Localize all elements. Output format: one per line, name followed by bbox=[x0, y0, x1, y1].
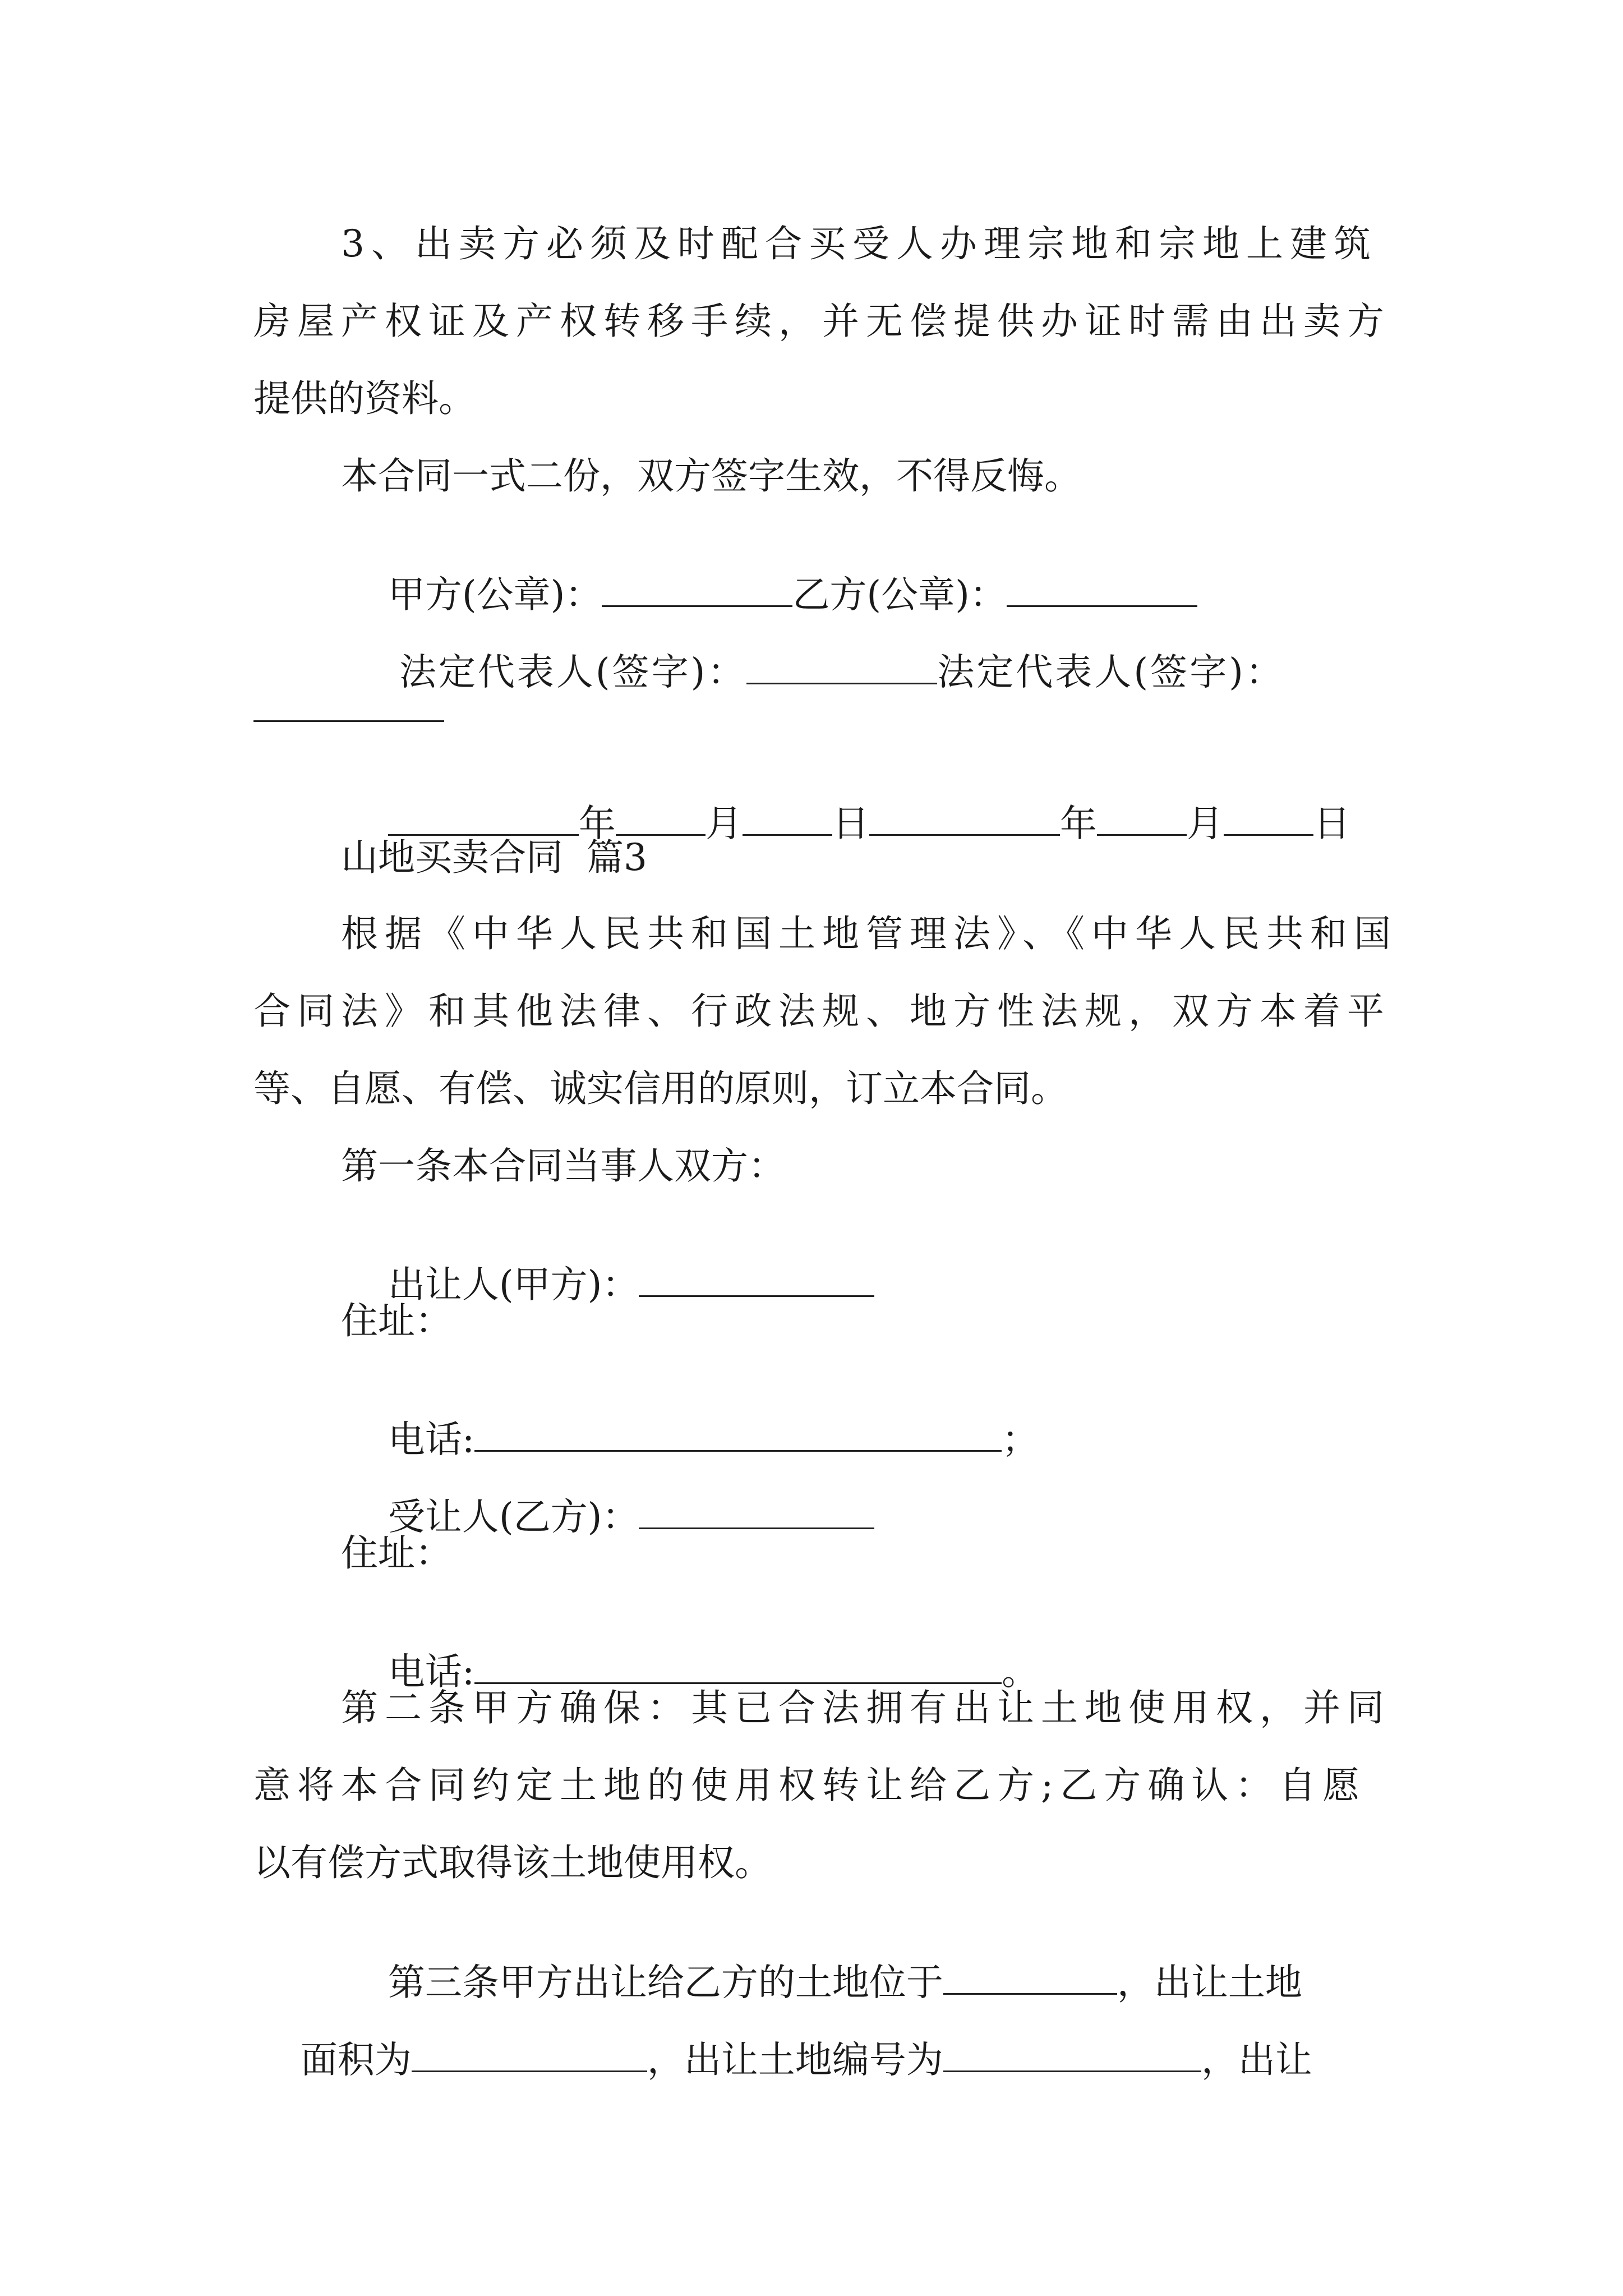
date-b-month-blank bbox=[1097, 801, 1187, 836]
date-a-day: 日 bbox=[832, 802, 869, 845]
date-b-month: 月 bbox=[1186, 802, 1224, 845]
date-a-year: 年 bbox=[578, 802, 616, 845]
period: 。 bbox=[1002, 1650, 1039, 1694]
land-location-blank bbox=[943, 1960, 1117, 1995]
transferor-phone-blank bbox=[474, 1417, 1002, 1452]
clause-3-line-3: 提供的资料。 bbox=[253, 377, 476, 420]
article-3-text-a: 第三条甲方出让给乙方的土地位于 bbox=[388, 1961, 943, 2004]
basis-line-1: 根据《中华人民共和国土地管理法》、《中华人民共和国 bbox=[341, 912, 1398, 955]
land-number-blank bbox=[943, 2037, 1201, 2072]
rep-a-label: 法定代表人(签字)： bbox=[399, 650, 747, 694]
party-b-seal-label: 乙方(公章)： bbox=[792, 573, 1007, 616]
date-a-month-blank bbox=[616, 801, 706, 836]
copies-statement: 本合同一式二份，双方签字生效，不得反悔。 bbox=[341, 454, 1081, 498]
article-3-text-d: ，出让土地编号为 bbox=[647, 2038, 943, 2082]
phone-label: 电话: bbox=[388, 1418, 475, 1461]
party-a-seal-label: 甲方(公章)： bbox=[388, 573, 602, 616]
transferee-label: 受让人(乙方)： bbox=[388, 1495, 639, 1539]
clause-3-line-2: 房屋产权证及产权转移手续，并无偿提供办证时需由出卖方 bbox=[253, 300, 1391, 343]
article-2-line-1: 第二条甲方确保：其已合法拥有出让土地使用权，并同 bbox=[341, 1686, 1391, 1729]
date-b-year-blank bbox=[869, 801, 1060, 836]
transferor-label: 出让人(甲方)： bbox=[388, 1263, 639, 1306]
article-2-line-2: 意将本合同约定土地的使用权转让给乙方;乙方确认：自愿 bbox=[253, 1764, 1367, 1807]
article-3-line-2 bbox=[253, 2000, 1312, 2115]
rep-b-blank bbox=[253, 720, 444, 722]
rep-a-blank bbox=[746, 650, 937, 684]
transferee-blank bbox=[639, 1494, 874, 1529]
date-b-day-blank bbox=[1224, 801, 1313, 836]
date-a-month: 月 bbox=[705, 802, 743, 845]
transferee-phone-blank bbox=[474, 1649, 1002, 1684]
date-a-day-blank bbox=[743, 801, 832, 836]
semicolon: ； bbox=[1002, 1418, 1039, 1461]
transferee-address: 住址： bbox=[341, 1531, 452, 1575]
phone-label: 电话: bbox=[388, 1650, 475, 1694]
land-area-blank bbox=[412, 2037, 647, 2072]
article-3-text-e: ，出让 bbox=[1201, 2038, 1312, 2082]
date-b-day: 日 bbox=[1313, 802, 1350, 845]
article-3-text-b: ，出让土地 bbox=[1117, 1961, 1302, 2004]
representative-line bbox=[343, 613, 1285, 728]
transferor-address: 住址： bbox=[341, 1299, 452, 1342]
party-b-seal-blank bbox=[1007, 572, 1197, 607]
rep-b-label: 法定代表人(签字)： bbox=[937, 650, 1285, 694]
basis-line-3: 等、自愿、有偿、诚实信用的原则，订立本合同。 bbox=[253, 1067, 1068, 1110]
article-3-text-c: 面积为 bbox=[300, 2038, 412, 2082]
section-heading: 山地买卖合同 篇3 bbox=[341, 836, 647, 879]
date-a-year-blank bbox=[388, 801, 579, 836]
party-a-seal-blank bbox=[602, 572, 792, 607]
article-2-line-3: 以有偿方式取得该土地使用权。 bbox=[253, 1841, 772, 1884]
clause-3-line-1: 3、出卖方必须及时配合买受人办理宗地和宗地上建筑 bbox=[341, 222, 1377, 265]
basis-line-2: 合同法》和其他法律、行政法规、地方性法规，双方本着平 bbox=[253, 990, 1391, 1033]
transferor-blank bbox=[639, 1262, 874, 1297]
date-b-year: 年 bbox=[1059, 802, 1097, 845]
article-1: 第一条本合同当事人双方： bbox=[341, 1144, 785, 1188]
